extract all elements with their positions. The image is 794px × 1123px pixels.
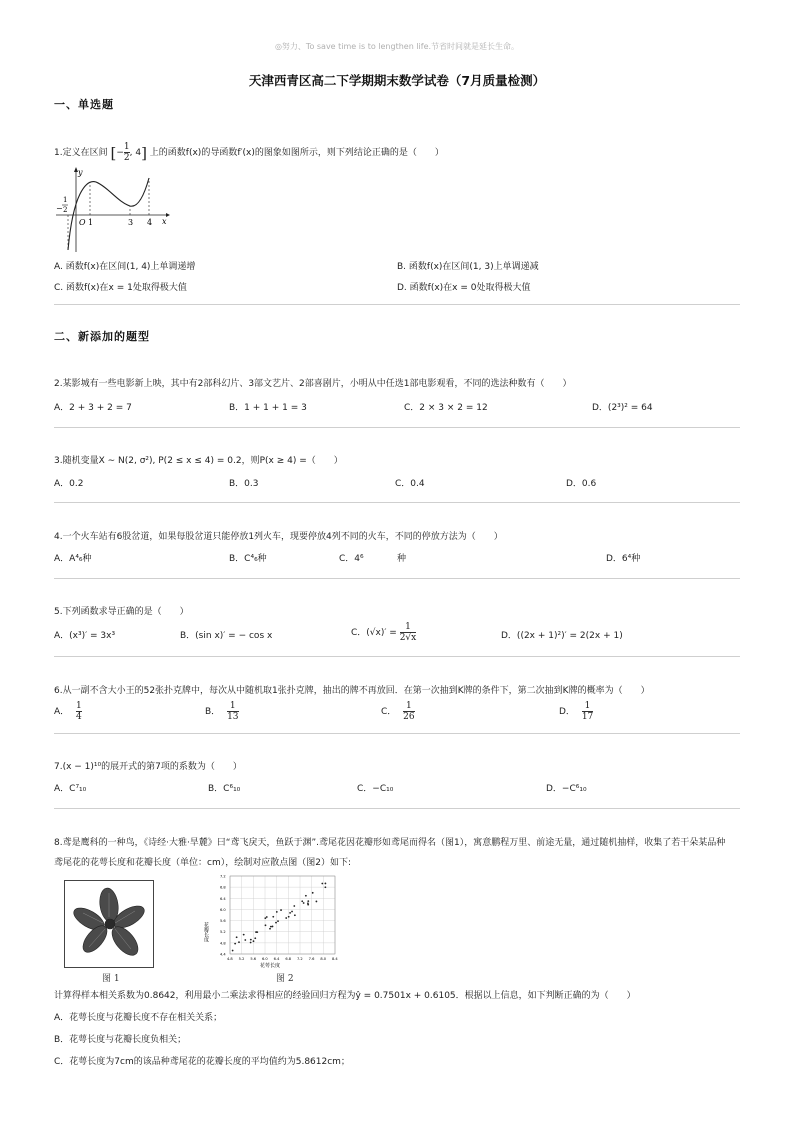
x-tick-label: 8.0 [320, 957, 327, 961]
q6-option-b-num: 1 [229, 701, 236, 711]
q3-option-d[interactable]: D．0.6 [566, 479, 597, 489]
q6-option-c[interactable] [381, 701, 415, 722]
q6-option-d-label: D． [559, 707, 575, 717]
q6-option-a-num: 1 [76, 701, 82, 711]
scatter-point [277, 920, 279, 922]
question-8-stem-line-3: 计算得样本相关系数为0.8642，利用最小二乘法求得相应的经验回归方程为ŷ = 0.7501x + 0.6105．根据以上信息，如下判断正确的为（ ） [54, 991, 636, 1001]
scatter-point [254, 937, 256, 939]
q6-option-b-fraction [227, 701, 238, 722]
y-tick-label: 4.8 [220, 941, 226, 946]
q2-option-c[interactable]: C．2 × 3 × 2 = 12 [404, 403, 488, 413]
scatter-point [301, 900, 303, 902]
y-tick-label: 6.4 [220, 896, 226, 901]
section-heading-single-choice: 一、单选题 [54, 98, 114, 111]
q6-option-d-fraction [582, 701, 593, 722]
tick-label-4: 4 [147, 218, 153, 227]
x-tick-label: 8.4 [332, 957, 338, 961]
q6-option-c-den: 26 [403, 712, 415, 722]
figure-1-caption: 图 1 [102, 974, 120, 984]
question-2-stem: 2.某影城有一些电影新上映，其中有2部科幻片、3部文艺片、2部喜剧片，小明从中任选1部电影观看，不同的选法种数有（ ） [54, 379, 572, 389]
scatter-point [321, 883, 323, 885]
page-title: 天津西青区高二下学期期末数学试卷（7月质量检测） [248, 73, 546, 88]
q1-middle: 上的函数f(x)的导函数f′(x)的图象如图所示，则下列结论正确的是（ ） [149, 148, 444, 158]
q4-option-b[interactable]: B．C⁴₆种 [229, 554, 267, 564]
divider [54, 502, 740, 503]
figure-2-scatter-plot [200, 870, 345, 970]
question-7-stem: 7.(x − 1)¹⁰的展开式的第7项的系数为（ ） [54, 762, 242, 772]
q6-option-d-num: 1 [584, 701, 591, 711]
question-8-stem-line-2: 鸢尾花的花萼长度和花瓣长度（单位：cm），绘制对应散点图（图2）如下: [54, 858, 351, 868]
q5-option-d[interactable]: D．((2x + 1)²)′ = 2(2x + 1) [501, 631, 623, 641]
scatter-point [272, 916, 274, 918]
scatter-point [238, 941, 240, 943]
q3-option-b[interactable]: B．0.3 [229, 479, 259, 489]
scatter-points [232, 883, 327, 952]
x-tick-label: 6.4 [273, 957, 280, 961]
neg-half-den: 2 [63, 206, 68, 214]
question-1-stem [54, 142, 744, 163]
q1-option-c[interactable]: C. 函数f(x)在x = 1处取得极大值 [54, 283, 187, 293]
page-motto: ◎努力、To save time is to lengthen life.节省时间就是延长生命。 [274, 42, 520, 51]
q7-option-b[interactable]: B．C⁶₁₀ [208, 784, 241, 794]
x-axis-label: x [162, 217, 167, 226]
q5-option-c-lhs: C．(√x)′ = [351, 628, 397, 638]
question-3-stem: 3.随机变量X ∼ N(2, σ²), P(2 ≤ x ≤ 4) = 0.2，则P(x ≥ 4) =（ ） [54, 456, 343, 466]
scatter-point [293, 905, 295, 907]
q6-option-c-label: C． [381, 707, 397, 717]
q5-option-c-den: 2√x [399, 633, 417, 643]
scatter-x-label: 花萼长度 [260, 963, 281, 969]
q6-option-b[interactable] [205, 701, 239, 722]
figure-2-caption: 图 2 [276, 974, 294, 984]
q6-option-b-label: B． [205, 707, 221, 717]
q1-interval-minus: − [116, 148, 124, 158]
neg-half-sign: − [56, 204, 63, 213]
scatter-point [294, 914, 296, 916]
y-tick-label: 4.4 [220, 952, 226, 957]
q6-option-a[interactable] [54, 701, 82, 722]
scatter-point [234, 943, 236, 945]
x-tick-label: 4.8 [227, 957, 233, 961]
x-tick-label: 5.2 [238, 957, 245, 961]
y-tick-label: 6.0 [220, 907, 226, 912]
scatter-point [275, 922, 277, 924]
scatter-point [289, 912, 291, 914]
scatter-point [307, 900, 309, 902]
scatter-point [280, 909, 282, 911]
divider [54, 427, 740, 428]
divider [54, 656, 740, 657]
scatter-point [288, 916, 290, 918]
scatter-point [264, 917, 266, 919]
x-tick-label: 7.6 [308, 957, 315, 961]
q1-option-b[interactable]: B. 函数f(x)在区间(1, 3)上单调递减 [397, 262, 539, 272]
question-6-stem: 6.从一副不含大小王的52张扑克牌中，每次从中随机取1张扑克牌，抽出的牌不再放回．在第一次抽到K牌的条件下，第二次抽到K牌的概率为（ ） [54, 686, 650, 696]
q2-option-b[interactable]: B．1 + 1 + 1 = 3 [229, 403, 307, 413]
scatter-point [253, 940, 255, 942]
q6-option-d[interactable] [559, 701, 593, 722]
derivative-curve [68, 178, 149, 250]
q1-interval-num: 1 [123, 142, 130, 152]
q2-option-d[interactable]: D．(2³)² = 64 [592, 403, 653, 413]
scatter-point [325, 883, 327, 885]
q7-option-c[interactable]: C．−C₁₀ [357, 784, 394, 794]
q1-prefix: 1.定义在区间 [54, 148, 108, 158]
q6-option-a-label: A． [54, 707, 70, 717]
tick-label-3: 3 [128, 218, 134, 227]
divider [54, 808, 740, 809]
scatter-point [256, 931, 258, 933]
scatter-point [316, 901, 318, 903]
q1-left-bracket: [ [110, 143, 117, 162]
scatter-y-label: 花瓣长度 [203, 922, 209, 942]
q1-derivative-graph [52, 166, 172, 256]
divider [54, 304, 740, 305]
scatter-point [236, 936, 238, 938]
q5-option-c-num: 1 [405, 622, 411, 632]
q6-option-d-den: 17 [581, 712, 594, 722]
q1-right-bracket: ] [141, 143, 147, 162]
tick-label-1: 1 [88, 218, 94, 227]
q6-option-a-fraction [76, 701, 82, 722]
q6-option-b-den: 13 [227, 712, 239, 722]
q5-option-c-fraction [400, 622, 417, 643]
q3-option-a[interactable]: A．0.2 [54, 479, 84, 489]
scatter-point [305, 895, 307, 897]
q1-option-d[interactable]: D. 函数f(x)在x = 0处取得极大值 [397, 283, 531, 293]
y-tick-label: 5.6 [220, 919, 226, 924]
question-8-stem-line-1: 8.鸢是鹰科的一种鸟，《诗经·大雅·旱麓》曰“鸢飞戾天，鱼跃于渊”.鸢尾花因花瓣形如鸢尾而得名（图1），寓意鹏程万里、前途无量，通过随机抽样，收集了若干朵某品种 [54, 838, 726, 848]
x-tick-label: 5.6 [250, 957, 257, 961]
q4-option-c[interactable]: C．4⁶ [339, 554, 364, 564]
scatter-point [272, 926, 274, 928]
q7-option-a[interactable]: A．C⁷₁₀ [54, 784, 87, 794]
q8-option-b[interactable]: B．花萼长度与花瓣长度负相关； [54, 1035, 187, 1045]
y-tick-label: 6.8 [220, 885, 226, 890]
question-4-stem: 4.一个火车站有6股岔道，如果每股岔道只能停放1列火车，现要停放4列不同的火车，不同的停放方法为（ ） [54, 532, 503, 542]
q5-option-b[interactable]: B．(sin x)′ = − cos x [180, 631, 273, 641]
divider [54, 578, 740, 579]
q4-option-a[interactable]: A．A⁴₆种 [54, 554, 92, 564]
q5-option-a[interactable]: A．(x³)′ = 3x³ [54, 631, 116, 641]
scatter-point [250, 939, 252, 941]
y-axis-label: y [78, 168, 83, 177]
scatter-point [266, 916, 268, 918]
scatter-point [312, 892, 314, 894]
q4-option-d[interactable]: D．6⁴种 [606, 554, 641, 564]
q5-option-c[interactable] [351, 622, 416, 643]
scatter-point [307, 904, 309, 906]
q1-interval-end: , 4 [129, 148, 142, 158]
q6-option-a-den: 4 [76, 712, 82, 722]
figure-1-flower-image [64, 880, 154, 968]
q6-option-c-num: 1 [406, 701, 412, 711]
scatter-point [250, 942, 252, 944]
neg-half-num: 1 [63, 196, 68, 204]
q8-option-c[interactable]: C．花萼长度为7cm的该品种鸢尾花的花瓣长度的平均值约为5.8612cm； [54, 1057, 350, 1067]
divider [54, 733, 740, 734]
origin-label: O [79, 218, 86, 227]
x-tick-label: 6.8 [285, 957, 292, 961]
plot-frame [230, 876, 335, 954]
scatter-point [324, 886, 326, 888]
scatter-point [285, 917, 287, 919]
q7-option-d[interactable]: D．−C⁶₁₀ [546, 784, 587, 794]
y-tick-label: 5.2 [220, 930, 226, 935]
scatter-point [265, 924, 267, 926]
scatter-point [243, 934, 245, 936]
scatter-point [232, 950, 234, 952]
scatter-ticks [220, 875, 338, 962]
q6-option-c-fraction [403, 701, 414, 722]
section-heading-new-types: 二、新添加的题型 [54, 330, 150, 343]
q2-option-a[interactable]: A．2 + 3 + 2 = 7 [54, 403, 132, 413]
q3-option-c[interactable]: C．0.4 [395, 479, 425, 489]
scatter-grid [230, 876, 335, 954]
x-tick-label: 6.0 [262, 957, 268, 961]
flower-icon [65, 881, 153, 967]
y-tick-label: 7.2 [220, 874, 226, 879]
q1-option-a[interactable]: A. 函数f(x)在区间(1, 4)上单调递增 [54, 262, 196, 272]
x-tick-label: 7.2 [297, 957, 303, 961]
scatter-point [303, 902, 305, 904]
q8-option-a[interactable]: A．花萼长度与花瓣长度不存在相关关系； [54, 1013, 223, 1023]
scatter-point [270, 926, 272, 928]
question-5-stem: 5.下列函数求导正确的是（ ） [54, 607, 189, 617]
q1-interval-den: 2 [123, 153, 130, 163]
q4-option-c-suffix: 种 [397, 554, 407, 564]
x-axis-arrow [166, 213, 170, 217]
scatter-point [276, 911, 278, 913]
scatter-point [244, 939, 246, 941]
scatter-point [291, 911, 293, 913]
scatter-point [269, 928, 271, 930]
